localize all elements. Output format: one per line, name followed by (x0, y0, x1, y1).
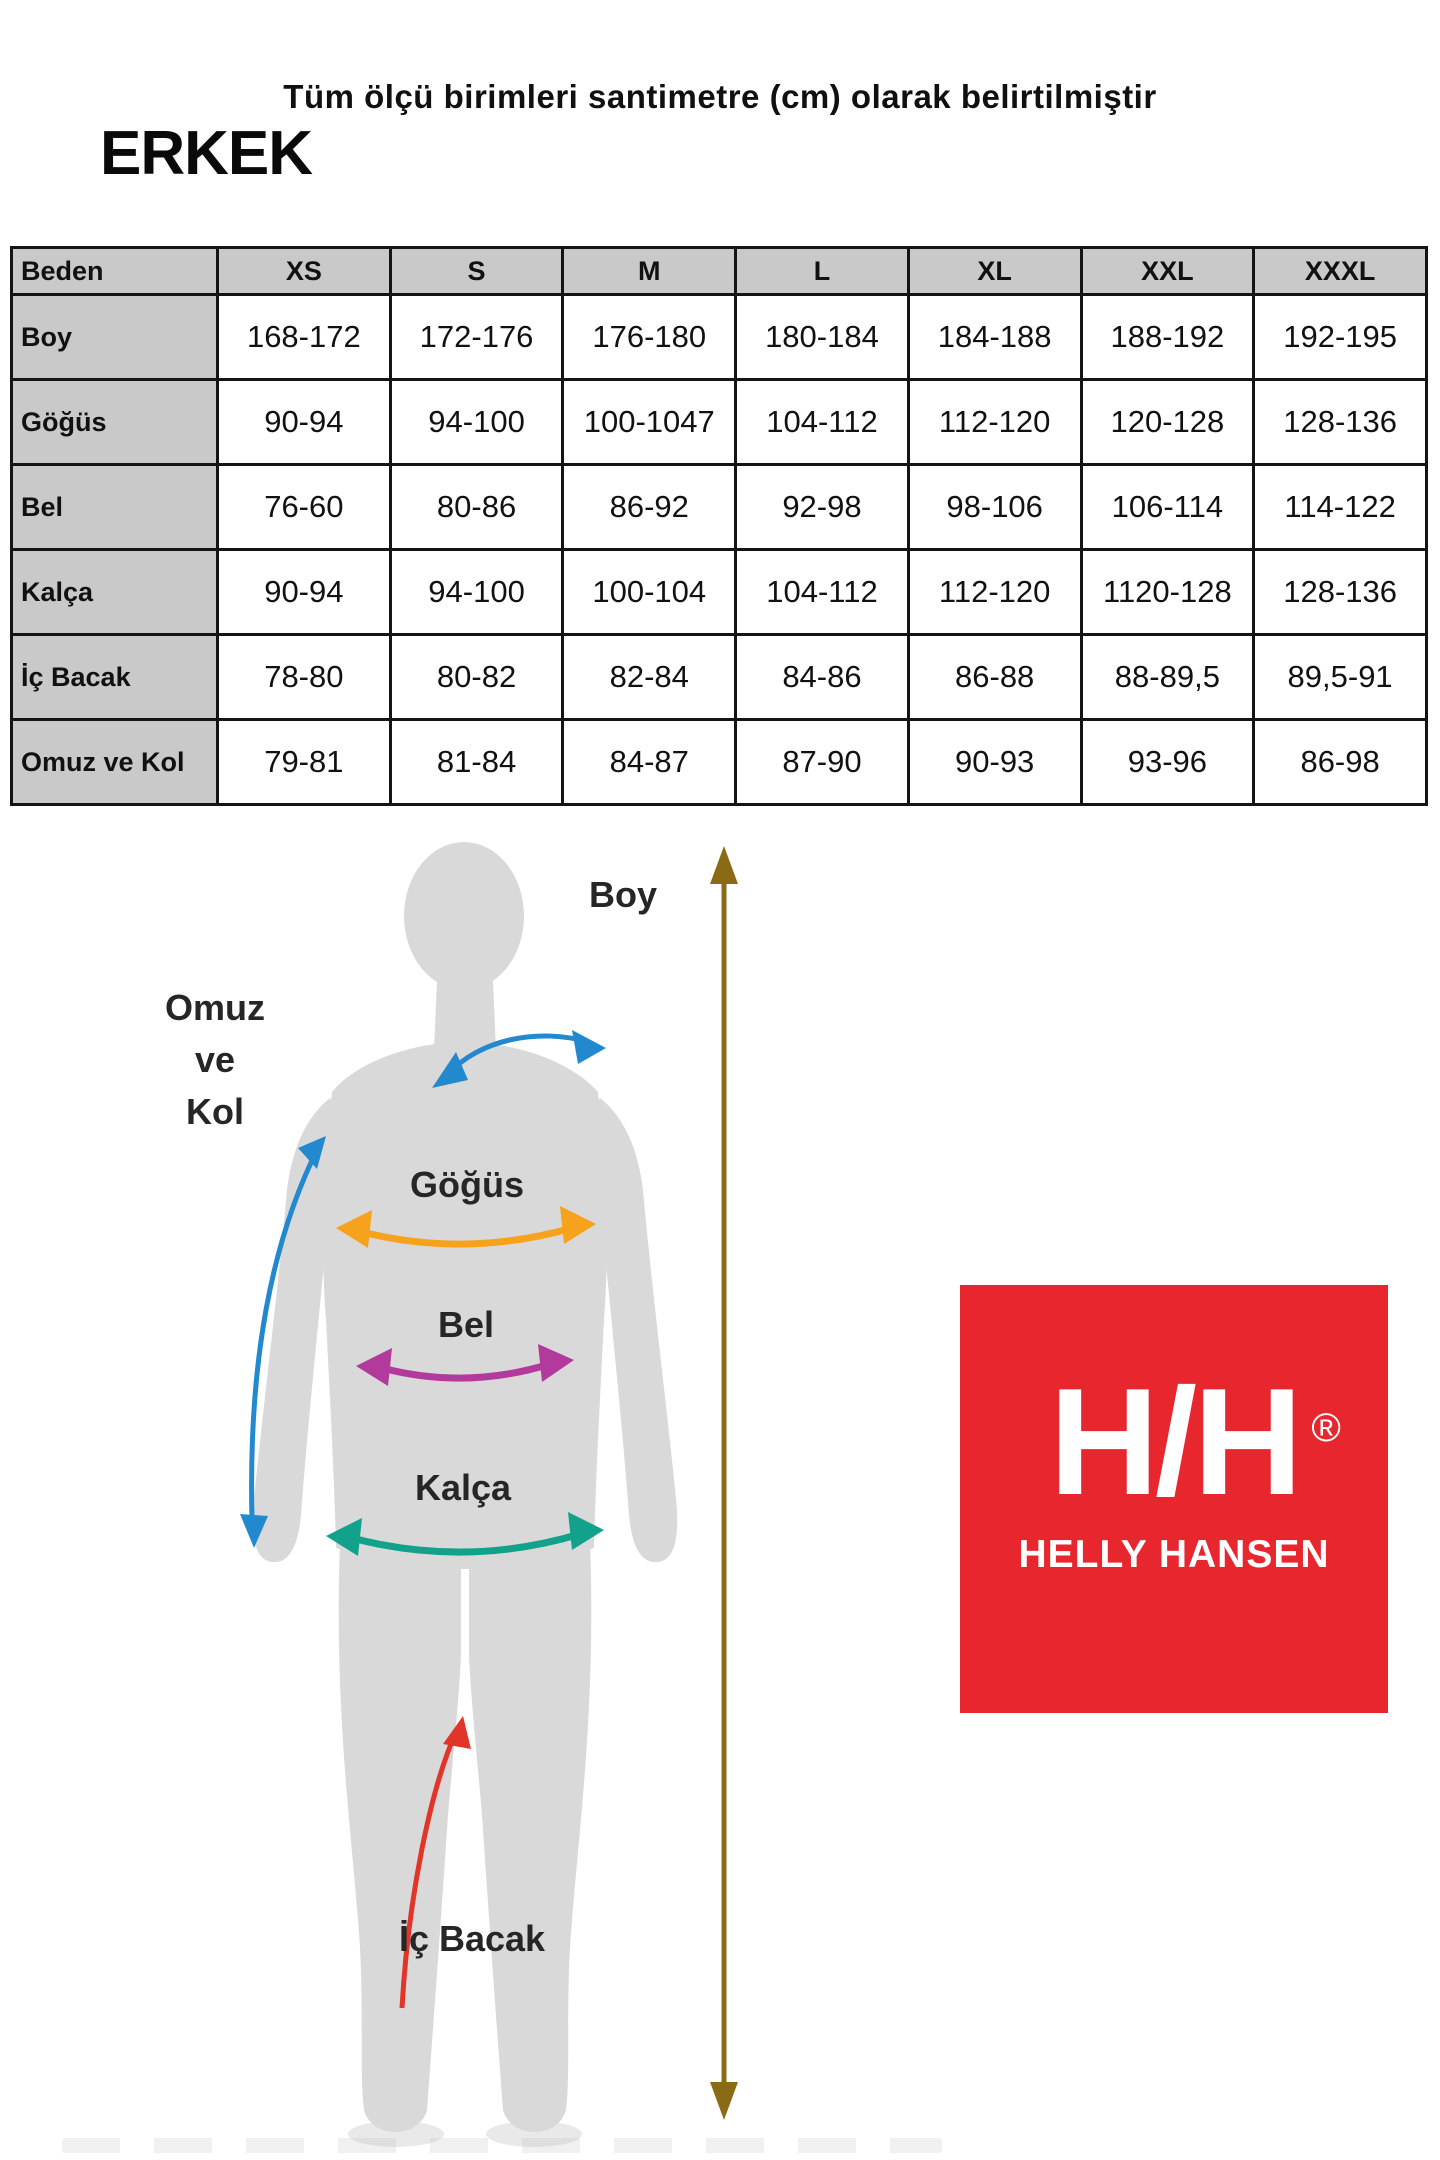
omuz-label-line: ve (194, 1039, 236, 1080)
size-cell: 120-128 (1081, 380, 1254, 465)
size-cell: 98-106 (908, 465, 1081, 550)
size-cell: 86-98 (1254, 720, 1427, 805)
size-cell: 86-88 (908, 635, 1081, 720)
row-label: Göğüs (12, 380, 218, 465)
column-header: XXXL (1254, 248, 1427, 295)
size-cell: 172-176 (390, 295, 563, 380)
size-cell: 90-93 (908, 720, 1081, 805)
size-cell: 188-192 (1081, 295, 1254, 380)
column-header: XL (908, 248, 1081, 295)
omuz-ve-kol-label (148, 982, 282, 1138)
column-header: Beden (12, 248, 218, 295)
row-label: Boy (12, 295, 218, 380)
size-cell: 128-136 (1254, 380, 1427, 465)
column-header: L (736, 248, 909, 295)
hh-brand-name: HELLY HANSEN (1018, 1533, 1330, 1576)
size-cell: 80-82 (390, 635, 563, 720)
size-cell: 106-114 (1081, 465, 1254, 550)
row-label: İç Bacak (12, 635, 218, 720)
size-cell: 89,5-91 (1254, 635, 1427, 720)
size-cell: 1120-128 (1081, 550, 1254, 635)
helly-hansen-logo (960, 1285, 1388, 1713)
size-cell: 90-94 (218, 380, 391, 465)
boy-label: Boy (588, 874, 657, 915)
kalca-label: Kalça (414, 1467, 512, 1508)
registered-trademark-icon: ® (1311, 1406, 1341, 1450)
size-cell: 104-112 (736, 550, 909, 635)
size-cell: 84-87 (563, 720, 736, 805)
size-cell: 92-98 (736, 465, 909, 550)
gender-title: ERKEK (100, 119, 313, 188)
hh-letters: H/H (1049, 1357, 1299, 1527)
size-cell: 128-136 (1254, 550, 1427, 635)
measurement-unit-note: Tüm ölçü birimleri santimetre (cm) olarak belirtilmiştir (283, 78, 1157, 115)
size-cell: 80-86 (390, 465, 563, 550)
size-cell: 78-80 (218, 635, 391, 720)
size-cell: 100-104 (563, 550, 736, 635)
size-cell: 94-100 (390, 380, 563, 465)
size-cell: 184-188 (908, 295, 1081, 380)
bel-label: Bel (437, 1304, 495, 1345)
size-cell: 94-100 (390, 550, 563, 635)
gogus-label: Göğüs (410, 1164, 524, 1205)
size-cell: 112-120 (908, 380, 1081, 465)
size-cell: 100-1047 (563, 380, 736, 465)
column-header: S (390, 248, 563, 295)
omuz-label-line: Kol (186, 1091, 244, 1132)
size-cell: 90-94 (218, 550, 391, 635)
size-cell: 76-60 (218, 465, 391, 550)
size-cell: 82-84 (563, 635, 736, 720)
column-header: XS (218, 248, 391, 295)
omuz-label-line: Omuz (164, 987, 265, 1028)
size-cell: 176-180 (563, 295, 736, 380)
size-cell: 81-84 (390, 720, 563, 805)
size-cell: 104-112 (736, 380, 909, 465)
hh-logo-mark (1049, 1357, 1341, 1527)
size-cell: 88-89,5 (1081, 635, 1254, 720)
size-cell: 84-86 (736, 635, 909, 720)
boy-arrow (710, 846, 738, 2120)
size-cell: 93-96 (1081, 720, 1254, 805)
column-header: XXL (1081, 248, 1254, 295)
size-cell: 112-120 (908, 550, 1081, 635)
size-cell: 192-195 (1254, 295, 1427, 380)
row-label: Omuz ve Kol (12, 720, 218, 805)
row-label: Bel (12, 465, 218, 550)
column-header: M (563, 248, 736, 295)
size-cell: 180-184 (736, 295, 909, 380)
size-cell: 79-81 (218, 720, 391, 805)
size-cell: 86-92 (563, 465, 736, 550)
cropped-footer-text (62, 2138, 942, 2153)
size-cell: 87-90 (736, 720, 909, 805)
size-cell: 168-172 (218, 295, 391, 380)
ic-bacak-label: İç Bacak (398, 1918, 546, 1959)
size-cell: 114-122 (1254, 465, 1427, 550)
row-label: Kalça (12, 550, 218, 635)
